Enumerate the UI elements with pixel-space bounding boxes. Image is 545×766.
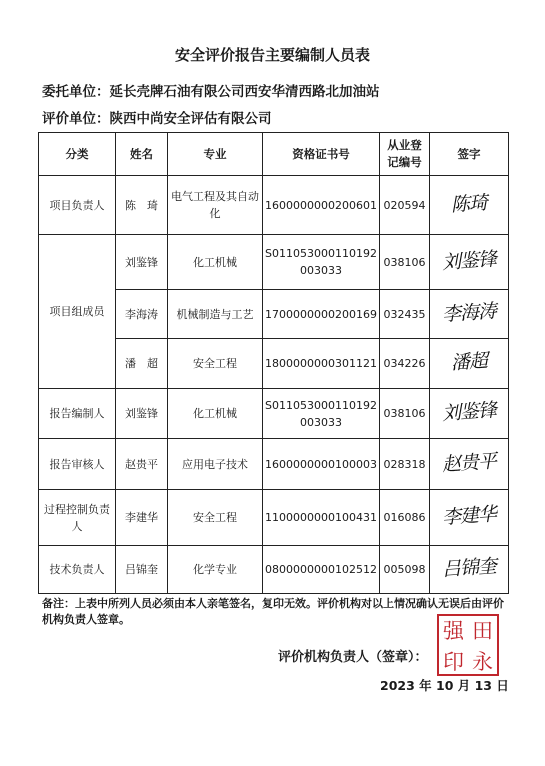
cell-major: 安全工程 bbox=[168, 490, 263, 546]
red-seal-stamp bbox=[437, 614, 499, 676]
cell-signature bbox=[430, 546, 509, 594]
signature: 陈琦 bbox=[450, 191, 488, 216]
cell-category: 技术负责人 bbox=[39, 546, 116, 594]
cell-signature bbox=[430, 235, 509, 290]
cell-category: 项目组成员 bbox=[39, 235, 116, 389]
cell-major: 应用电子技术 bbox=[168, 439, 263, 490]
personnel-table bbox=[38, 132, 509, 594]
client-value: 延长壳牌石油有限公司西安华清西路北加油站 bbox=[109, 84, 380, 100]
client-label: 委托单位： bbox=[42, 84, 110, 100]
cell-cert: 1700000000200169 bbox=[263, 290, 380, 339]
table-row bbox=[39, 389, 509, 439]
cell-name: 刘鉴锋 bbox=[116, 235, 168, 290]
cell-cert: 1600000000200601 bbox=[263, 176, 380, 235]
seal-char: 永 bbox=[472, 650, 493, 674]
signature: 吕锦奎 bbox=[441, 555, 497, 581]
cell-cert: S011053000110192003033 bbox=[263, 389, 380, 439]
sign-label: 评价机构负责人（签章）： bbox=[278, 650, 428, 665]
cell-major: 机械制造与工艺 bbox=[168, 290, 263, 339]
signature: 刘鉴锋 bbox=[441, 399, 497, 425]
cell-reg: 038106 bbox=[380, 235, 430, 290]
page-title: 安全评价报告主要编制人员表 bbox=[174, 46, 370, 64]
evaluator-value: 陕西中尚安全评估有限公司 bbox=[109, 111, 272, 127]
cell-name: 李建华 bbox=[116, 490, 168, 546]
cell-signature bbox=[430, 490, 509, 546]
signature: 李海涛 bbox=[441, 299, 497, 326]
seal-char: 田 bbox=[472, 619, 493, 643]
cell-signature bbox=[430, 389, 509, 439]
cell-cert: 0800000000102512 bbox=[263, 546, 380, 594]
cell-category: 项目负责人 bbox=[39, 176, 116, 235]
cell-major: 安全工程 bbox=[168, 339, 263, 389]
header-signature: 签字 bbox=[430, 133, 509, 176]
evaluator-label: 评价单位： bbox=[42, 111, 110, 127]
cell-name: 李海涛 bbox=[116, 290, 168, 339]
seal-char: 印 bbox=[443, 650, 464, 674]
cell-signature bbox=[430, 339, 509, 389]
table-row bbox=[39, 490, 509, 546]
client-line bbox=[42, 80, 380, 100]
header-reg: 从业登记编号 bbox=[380, 133, 430, 176]
cell-reg: 020594 bbox=[380, 176, 430, 235]
cell-major: 化工机械 bbox=[168, 235, 263, 290]
cell-major: 化学专业 bbox=[168, 546, 263, 594]
cell-name: 潘 超 bbox=[116, 339, 168, 389]
cell-reg: 034226 bbox=[380, 339, 430, 389]
cell-category: 报告编制人 bbox=[39, 389, 116, 439]
table-row bbox=[39, 439, 509, 490]
header-name: 姓名 bbox=[116, 133, 168, 176]
cell-reg: 016086 bbox=[380, 490, 430, 546]
footnote: 备注：上表中所列人员必须由本人亲笔签名，复印无效。评价机构对以上情况确认无误后由评价机构负责人签章。 bbox=[42, 597, 504, 626]
cell-cert: 1100000000100431 bbox=[263, 490, 380, 546]
table-row bbox=[39, 235, 509, 290]
table-header-row bbox=[39, 133, 509, 176]
cell-signature bbox=[430, 176, 509, 235]
cell-reg: 032435 bbox=[380, 290, 430, 339]
cell-category: 过程控制负责人 bbox=[39, 490, 116, 546]
table-row bbox=[39, 546, 509, 594]
signature: 赵贵平 bbox=[441, 449, 497, 476]
table-row bbox=[39, 176, 509, 235]
signature: 刘鉴锋 bbox=[441, 247, 497, 274]
header-major: 专业 bbox=[168, 133, 263, 176]
cell-name: 刘鉴锋 bbox=[116, 389, 168, 439]
cell-signature bbox=[430, 439, 509, 490]
cell-reg: 005098 bbox=[380, 546, 430, 594]
cell-name: 吕锦奎 bbox=[116, 546, 168, 594]
cell-reg: 038106 bbox=[380, 389, 430, 439]
cell-cert: 1600000000100003 bbox=[263, 439, 380, 490]
seal-char: 强 bbox=[443, 619, 464, 643]
cell-name: 陈 琦 bbox=[116, 176, 168, 235]
signature: 潘超 bbox=[450, 349, 488, 375]
cell-major: 化工机械 bbox=[168, 389, 263, 439]
cell-major: 电气工程及其自动化 bbox=[168, 176, 263, 235]
cell-cert: S011053000110192003033 bbox=[263, 235, 380, 290]
document-date: 2023 年 10 月 13 日 bbox=[380, 678, 509, 693]
cell-reg: 028318 bbox=[380, 439, 430, 490]
evaluator-line bbox=[42, 107, 272, 127]
cell-signature bbox=[430, 290, 509, 339]
signature: 李建华 bbox=[441, 503, 497, 529]
cell-cert: 1800000000301121 bbox=[263, 339, 380, 389]
header-cert: 资格证书号 bbox=[263, 133, 380, 176]
cell-category: 报告审核人 bbox=[39, 439, 116, 490]
cell-name: 赵贵平 bbox=[116, 439, 168, 490]
header-category: 分类 bbox=[39, 133, 116, 176]
